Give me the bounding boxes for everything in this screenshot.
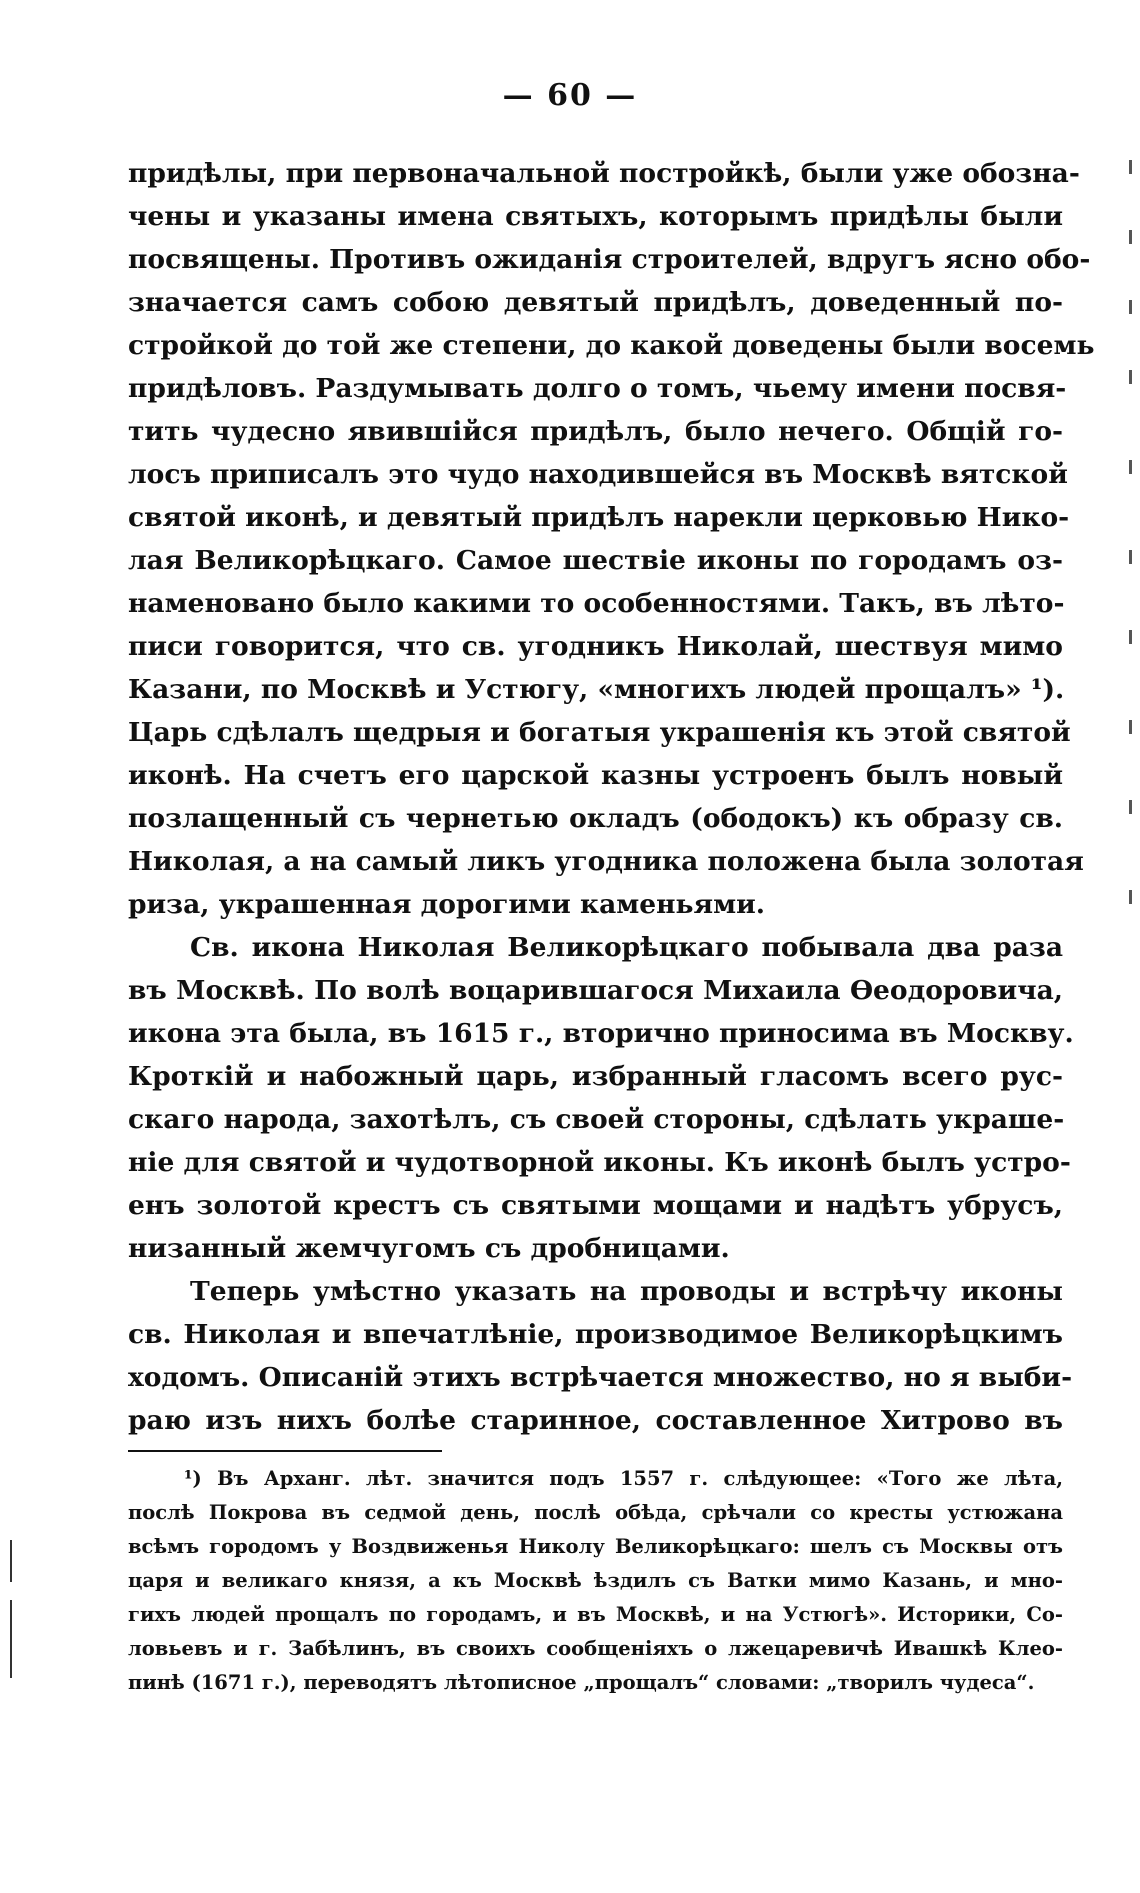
text-line: въ Москвѣ. По волѣ воцарившагося Михаила Ѳеодоровича,: [128, 975, 1063, 1006]
text-line: лосъ приписалъ это чудо находившейся въ Москвѣ вятской: [128, 459, 1068, 490]
text-line: придѣловъ. Раздумывать долго о томъ, чьему имени посвя-: [128, 373, 1067, 404]
text-line: значается самъ собою девятый придѣлъ, доведенный по-: [128, 287, 1063, 318]
footnote-divider: [128, 1450, 442, 1452]
text-line: лая Великорѣцкаго. Самое шествіе иконы по городамъ оз-: [128, 545, 1063, 576]
text-line: раю изъ нихъ болѣе старинное, составленное Хитрово въ: [128, 1405, 1063, 1436]
footnote-block: [128, 1462, 1063, 1700]
text-line: писи говорится, что св. угодникъ Николай, шествуя мимо: [128, 631, 1063, 662]
footnote-line: послѣ Покрова въ седмой день, послѣ обѣда, срѣчали со кресты устюжана: [128, 1501, 1063, 1524]
text-line: тить чудесно явившійся придѣлъ, было нечего. Общій го-: [128, 416, 1063, 447]
footnote-line-end: пинѣ (1671 г.), переводятъ лѣтописное „прощалъ“ словами: „творилъ чудеса“.: [128, 1671, 1035, 1694]
text-line: позлащенный съ чернетью окладъ (ободокъ) къ образу св.: [128, 803, 1063, 834]
text-line: придѣлы, при первоначальной постройкѣ, были уже обозна-: [128, 158, 1080, 189]
text-line-paragraph-end: риза, украшенная дорогими каменьями.: [128, 889, 766, 920]
text-line: св. Николая и впечатлѣніе, производимое Великорѣцкимъ: [128, 1319, 1063, 1350]
text-line-paragraph-end: низанный жемчугомъ съ дробницами.: [128, 1233, 730, 1264]
footnote-line: гихъ людей прощалъ по городамъ, и въ Москвѣ, и на Устюгѣ». Историки, Со-: [128, 1603, 1063, 1626]
text-line-paragraph-start: Теперь умѣстно указать на проводы и встрѣчу иконы: [190, 1276, 1063, 1307]
page-number: — 60 —: [502, 78, 638, 113]
text-line: икона эта была, въ 1615 г., вторично приносима въ Москву.: [128, 1018, 1074, 1049]
footnote-line: ловьевъ и г. Забѣлинъ, въ своихъ сообщеніяхъ о лжецаревичѣ Ивашкѣ Клео-: [128, 1637, 1063, 1660]
text-line: ніе для святой и чудотворной иконы. Къ иконѣ былъ устро-: [128, 1147, 1071, 1178]
text-line: Николая, а на самый ликъ угодника положена была золотая: [128, 846, 1084, 877]
text-line: Казани, по Москвѣ и Устюгу, «многихъ людей прощалъ» ¹).: [128, 674, 1065, 705]
text-line: ходомъ. Описаній этихъ встрѣчается множество, но я выби-: [128, 1362, 1073, 1393]
text-line: скаго народа, захотѣлъ, съ своей стороны, сдѣлать украше-: [128, 1104, 1065, 1135]
text-line: иконѣ. На счетъ его царской казны устроенъ былъ новый: [128, 760, 1063, 791]
footnote-line: ¹) Въ Арханг. лѣт. значится подъ 1557 г. слѣдующее: «Того же лѣта,: [184, 1467, 1063, 1490]
left-margin-mark: [10, 1600, 12, 1678]
text-line: Царь сдѣлалъ щедрыя и богатыя украшенія къ этой святой: [128, 717, 1071, 748]
footnote-line: царя и великаго князя, а къ Москвѣ ѣздилъ съ Ватки мимо Казань, и мно-: [128, 1569, 1063, 1592]
text-line: енъ золотой крестъ съ святыми мощами и надѣтъ убрусъ,: [128, 1190, 1063, 1221]
left-margin-mark: [10, 1540, 12, 1582]
text-line: стройкой до той же степени, до какой доведены были восемь: [128, 330, 1095, 361]
text-line: наменовано было какими то особенностями. Такъ, въ лѣто-: [128, 588, 1065, 619]
text-line: святой иконѣ, и девятый придѣлъ нарекли церковью Нико-: [128, 502, 1070, 533]
main-text-block: [128, 152, 1095, 1442]
footnote-line: всѣмъ городомъ у Воздвиженья Николу Великорѣцкаго: шелъ съ Москвы отъ: [128, 1535, 1063, 1558]
text-line: чены и указаны имена святыхъ, которымъ придѣлы были: [128, 201, 1063, 232]
text-line: посвящены. Противъ ожиданія строителей, вдругъ ясно обо-: [128, 244, 1091, 275]
right-edge-bleed-marks: [1118, 160, 1132, 920]
text-line: Кроткій и набожный царь, избранный гласомъ всего рус-: [128, 1061, 1063, 1092]
text-line-paragraph-start: Св. икона Николая Великорѣцкаго побывала два раза: [190, 932, 1063, 963]
